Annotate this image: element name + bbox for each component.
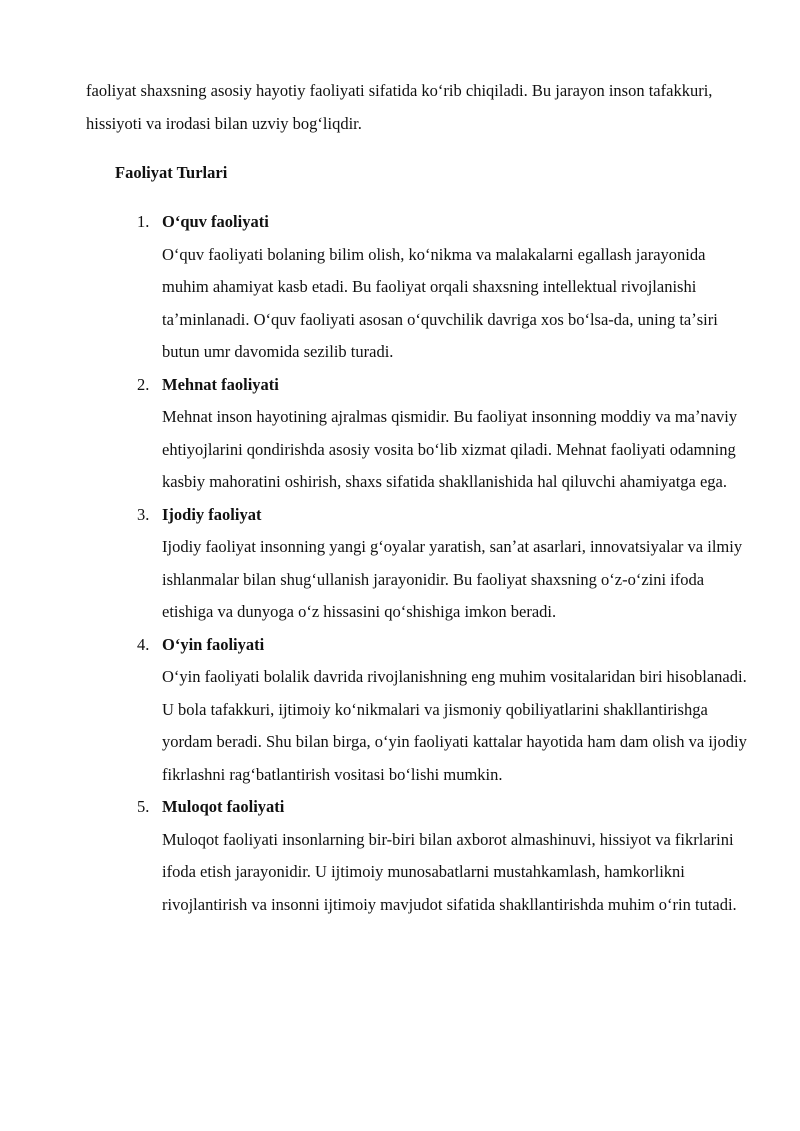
list-item-body: Oʻyin faoliyati bolalik davrida rivojlanishning eng muhim vositalaridan biri hisoblanadi. U bola tafakkuri, ijtimoiy koʻnikmalari va jismoniy qobiliyatlarini shakllantirishga yordam beradi. Shu bilan birga, oʻyin faoliyati kattalar hayotida ham dam olish va ijodiy fikrlashni ragʻbatlantirish vositasi boʻlishi mumkin. <box>162 667 747 784</box>
list-item-number: 1. <box>137 212 150 231</box>
list-item-number: 2. <box>137 374 150 394</box>
list-item-title: Ijodiy faoliyat <box>162 504 262 524</box>
list-item <box>0 206 752 369</box>
list-item-body: Oʻquv faoliyati bolaning bilim olish, koʻnikma va malakalarni egallash jarayonida muhim ahamiyat kasb etadi. Bu faoliyat orqali shaxsning intellektual rivojlanishi taʼminlanadi. Oʻquv faoliyati asosan oʻquvchilik davriga xos boʻlsa-da, uning taʼsiri butun umr davomida sezilib turadi. <box>162 244 718 361</box>
list-item-number: 4. <box>137 634 150 654</box>
intro-paragraph: faoliyat shaxsning asosiy hayotiy faoliyati sifatida koʻrib chiqiladi. Bu jarayon inson tafakkuri, hissiyoti va irodasi bilan uzviy bogʻliqdir. <box>86 81 713 133</box>
list-item-title: Oʻquv faoliyati <box>162 212 269 231</box>
list-item <box>0 629 752 792</box>
section-heading: Faoliyat Turlari <box>115 163 228 182</box>
list-item-number: 3. <box>137 504 150 524</box>
list-item-title: Mehnat faoliyati <box>162 374 279 394</box>
list-item-number: 5. <box>137 797 150 816</box>
list-item-body: Mehnat inson hayotining ajralmas qismidir. Bu faoliyat insonning moddiy va maʼnaviy ehtiyojlarini qondirishda asosiy vosita boʻlib xizmat qiladi. Mehnat faoliyati odamning kasbiy mahoratini oshirish, shaxs sifatida shakllanishida hal qiluvchi ahamiyatga ega. <box>162 407 738 491</box>
list-item <box>0 369 752 499</box>
list-item-body: Muloqot faoliyati insonlarning bir-biri bilan axborot almashinuvi, hissiyot va fikrlarini ifoda etish jarayonidir. U ijtimoiy munosabatlarni mustahkamlash, hamkorlikni rivojlantirish va insonni ijtimoiy mavjudot sifatida shakllantirishda muhim oʻrin tutadi. <box>162 829 737 914</box>
list-item <box>0 499 752 629</box>
list-item-title: Muloqot faoliyati <box>162 797 285 816</box>
list-item <box>0 791 752 921</box>
list-item-title: Oʻyin faoliyati <box>162 634 265 654</box>
activity-types-list <box>0 206 800 921</box>
list-item-body: Ijodiy faoliyat insonning yangi gʻoyalar yaratish, sanʼat asarlari, innovatsiyalar va ilmiy ishlanmalar bilan shugʻullanish jarayonidir. Bu faoliyat shaxsning oʻz-oʻzini ifoda etishiga va dunyoga oʻz hissasini qoʻshishiga imkon beradi. <box>162 537 743 621</box>
